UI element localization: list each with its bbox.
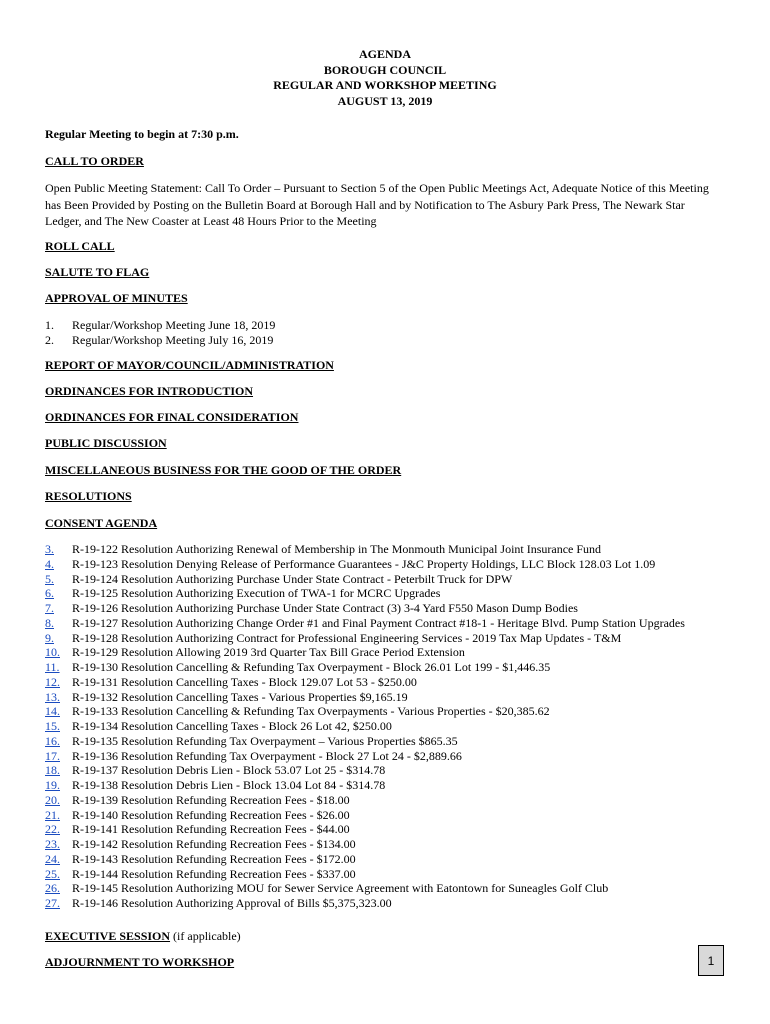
heading-ordinances-introduction: ORDINANCES FOR INTRODUCTION xyxy=(45,384,254,398)
list-item-text: R-19-136 Resolution Refunding Tax Overpayment - Block 27 Lot 24 - $2,889.66 xyxy=(72,748,462,763)
item-link-number[interactable]: 14. xyxy=(45,704,60,719)
heading-approval-of-minutes: APPROVAL OF MINUTES xyxy=(45,291,188,305)
list-item-text: Regular/Workshop Meeting July 16, 2019 xyxy=(72,332,274,347)
list-item xyxy=(45,808,685,823)
item-link-number[interactable]: 27. xyxy=(45,896,60,910)
title-date: AUGUST 13, 2019 xyxy=(337,93,433,108)
list-item xyxy=(45,719,685,734)
list-item xyxy=(45,557,685,572)
list-item-text: R-19-128 Resolution Authorizing Contract for Professional Engineering Services - 2019 Tax Map Updates - T&M xyxy=(72,630,622,645)
item-link-number[interactable]: 17. xyxy=(45,748,60,763)
list-item xyxy=(45,318,275,333)
heading-salute-to-flag: SALUTE TO FLAG xyxy=(45,265,150,279)
list-item xyxy=(45,631,685,646)
list-item-text: R-19-134 Resolution Cancelling Taxes - Block 26 Lot 42, $250.00 xyxy=(72,719,392,733)
list-item xyxy=(45,837,685,852)
item-link-number[interactable]: 4. xyxy=(45,556,54,571)
title-agenda: AGENDA xyxy=(358,47,411,61)
item-link-number[interactable]: 10. xyxy=(45,645,60,660)
heading-resolutions: RESOLUTIONS xyxy=(45,489,132,503)
list-item xyxy=(45,586,685,601)
item-link-number[interactable]: 9. xyxy=(45,630,54,645)
list-item-text: R-19-139 Resolution Refunding Recreation Fees - $18.00 xyxy=(72,792,350,807)
list-item-text: R-19-146 Resolution Authorizing Approval of Bills $5,375,323.00 xyxy=(72,896,392,910)
item-link-number[interactable]: 21. xyxy=(45,807,60,822)
agenda-title-block xyxy=(0,47,770,109)
item-link-number[interactable]: 8. xyxy=(45,615,54,630)
item-link-number[interactable]: 3. xyxy=(45,542,54,556)
list-item-text: R-19-145 Resolution Authorizing MOU for Sewer Service Agreement with Eatontown for Suneagles Golf Club xyxy=(72,881,609,896)
list-item xyxy=(45,572,685,587)
list-item-number: 1. xyxy=(45,318,54,332)
item-link-number[interactable]: 24. xyxy=(45,851,60,866)
list-item-text: R-19-138 Resolution Debris Lien - Block 13.04 Lot 84 - $314.78 xyxy=(72,778,386,792)
heading-adjournment: ADJOURNMENT TO WORKSHOP xyxy=(45,955,235,969)
item-link-number[interactable]: 5. xyxy=(45,571,54,586)
item-link-number[interactable]: 11. xyxy=(45,660,60,674)
list-item xyxy=(45,601,685,616)
list-item xyxy=(45,690,685,705)
heading-ordinances-final: ORDINANCES FOR FINAL CONSIDERATION xyxy=(45,410,299,424)
list-item-text: R-19-133 Resolution Cancelling & Refunding Tax Overpayments - Various Properties - $20,385.62 xyxy=(72,704,550,719)
list-item xyxy=(45,852,685,867)
executive-session-note: (if applicable) xyxy=(170,929,241,943)
heading-executive-session: EXECUTIVE SESSION xyxy=(45,929,171,943)
list-item-text: R-19-143 Resolution Refunding Recreation Fees - $172.00 xyxy=(72,851,356,866)
list-item-text: R-19-123 Resolution Denying Release of Performance Guarantees - J&C Property Holdings, LLC Block 128.03 Lot 1.09 xyxy=(72,556,656,571)
heading-misc-business: MISCELLANEOUS BUSINESS FOR THE GOOD OF THE ORDER xyxy=(45,463,402,477)
list-item-text: R-19-144 Resolution Refunding Recreation Fees - $337.00 xyxy=(72,866,356,881)
list-item-text: R-19-126 Resolution Authorizing Purchase Under State Contract (3) 3-4 Yard F550 Mason Dump Bodies xyxy=(72,601,578,615)
list-item-text: R-19-131 Resolution Cancelling Taxes - Block 129.07 Lot 53 - $250.00 xyxy=(72,674,417,689)
title-body: BOROUGH COUNCIL xyxy=(323,62,447,77)
item-link-number[interactable]: 7. xyxy=(45,601,54,615)
list-item xyxy=(45,749,685,764)
list-item-text: R-19-125 Resolution Authorizing Execution of TWA-1 for MCRC Upgrades xyxy=(72,586,441,601)
title-meeting-type: REGULAR AND WORKSHOP MEETING xyxy=(273,78,497,92)
list-item xyxy=(45,542,685,557)
item-link-number[interactable]: 23. xyxy=(45,837,60,851)
list-item xyxy=(45,734,685,749)
list-item xyxy=(45,763,685,778)
list-item xyxy=(45,704,685,719)
open-meeting-statement: Open Public Meeting Statement: Call To Order – Pursuant to Section 5 of the Open Public Meetings Act, Adequate Notice of this Meeting has Been Provided by Posting on the Bulletin Board at Borough Hall and by Notification to The Asbury Park Press, The Newark Star Ledger, and The New Coaster at Least 48 Hours Prior to the Meeting xyxy=(45,181,709,228)
list-item-text: R-19-130 Resolution Cancelling & Refunding Tax Overpayment - Block 26.01 Lot 199 - $1,446.35 xyxy=(72,660,551,674)
executive-session-line xyxy=(45,929,241,944)
list-item xyxy=(45,793,685,808)
list-item xyxy=(45,660,685,675)
list-item xyxy=(45,645,685,660)
list-item xyxy=(45,867,685,882)
list-item-text: R-19-137 Resolution Debris Lien - Block 53.07 Lot 25 - $314.78 xyxy=(72,763,386,778)
list-item-text: R-19-124 Resolution Authorizing Purchase Under State Contract - Peterbilt Truck for DPW xyxy=(72,571,513,586)
list-item xyxy=(45,675,685,690)
heading-roll-call: ROLL CALL xyxy=(45,239,115,253)
consent-agenda-list xyxy=(45,542,685,911)
list-item-text: R-19-141 Resolution Refunding Recreation Fees - $44.00 xyxy=(72,822,350,837)
list-item-text: R-19-142 Resolution Refunding Recreation Fees - $134.00 xyxy=(72,837,356,851)
item-link-number[interactable]: 18. xyxy=(45,763,60,778)
item-link-number[interactable]: 22. xyxy=(45,822,60,837)
list-item xyxy=(45,778,685,793)
list-item-text: R-19-135 Resolution Refunding Tax Overpayment – Various Properties $865.35 xyxy=(72,733,458,748)
heading-report: REPORT OF MAYOR/COUNCIL/ADMINISTRATION xyxy=(45,358,334,372)
list-item-text: R-19-122 Resolution Authorizing Renewal of Membership in The Monmouth Municipal Joint Insurance Fund xyxy=(72,542,602,556)
list-item-text: R-19-132 Resolution Cancelling Taxes - Various Properties $9,165.19 xyxy=(72,689,408,704)
page-number-badge: 1 xyxy=(698,945,724,976)
item-link-number[interactable]: 25. xyxy=(45,866,60,881)
list-item-text: R-19-127 Resolution Authorizing Change Order #1 and Final Payment Contract #18-1 - Heritage Blvd. Pump Station Upgrades xyxy=(72,615,685,630)
list-item xyxy=(45,333,275,348)
list-item xyxy=(45,896,685,911)
item-link-number[interactable]: 26. xyxy=(45,881,60,896)
list-item-number: 2. xyxy=(45,332,54,347)
heading-consent-agenda: CONSENT AGENDA xyxy=(45,516,158,530)
item-link-number[interactable]: 6. xyxy=(45,586,54,601)
list-item-text: R-19-129 Resolution Allowing 2019 3rd Quarter Tax Bill Grace Period Extension xyxy=(72,645,465,660)
list-item-text: R-19-140 Resolution Refunding Recreation Fees - $26.00 xyxy=(72,807,350,822)
item-link-number[interactable]: 16. xyxy=(45,733,60,748)
item-link-number[interactable]: 12. xyxy=(45,674,60,689)
list-item-text: Regular/Workshop Meeting June 18, 2019 xyxy=(72,318,276,332)
item-link-number[interactable]: 13. xyxy=(45,689,60,704)
heading-public-discussion: PUBLIC DISCUSSION xyxy=(45,436,167,450)
start-time-note: Regular Meeting to begin at 7:30 p.m. xyxy=(45,127,239,141)
item-link-number[interactable]: 19. xyxy=(45,778,60,792)
list-item xyxy=(45,616,685,631)
list-item xyxy=(45,881,685,896)
minutes-list xyxy=(45,318,275,347)
item-link-number[interactable]: 20. xyxy=(45,792,60,807)
heading-call-to-order: CALL TO ORDER xyxy=(45,154,144,168)
list-item xyxy=(45,822,685,837)
item-link-number[interactable]: 15. xyxy=(45,719,60,733)
